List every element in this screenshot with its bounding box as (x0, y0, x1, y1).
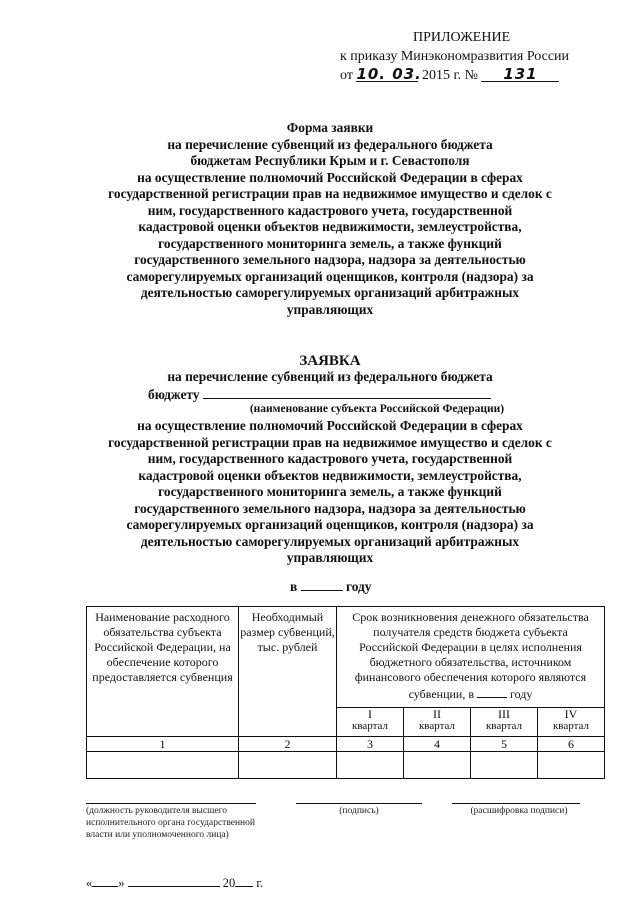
signing-date-line (86, 874, 263, 891)
form-title-line: государственного земельного надзора, надзора за деятельностью (134, 252, 526, 267)
decoding-line (452, 803, 580, 804)
year-number-text: 2015 г. № (421, 68, 478, 83)
form-title-block (60, 120, 600, 318)
quarter-label: квартал (418, 720, 455, 732)
application-body-line: управляющих (286, 550, 374, 565)
date-year-suffix: г. (256, 876, 264, 890)
col3-header-text: Срок возникновения денежного обязательства получателя средств бюджета субъекта Российской Федерации в целях исполнения бюджетного обязательства, источником финансового обеспечения которого являются субвенции, в (352, 610, 589, 701)
decoding-caption: (расшифровка подписи) (470, 806, 568, 816)
quarter-3-header (470, 708, 537, 737)
form-title-line: управляющих (286, 301, 374, 317)
column-number-row (87, 737, 605, 752)
table-cell (470, 752, 537, 779)
handwritten-number: 131 (503, 65, 538, 83)
table-cell (537, 752, 604, 779)
form-title-line: Форма заявки (286, 120, 374, 135)
column-number: 6 (537, 737, 604, 752)
budget-blank (203, 386, 491, 399)
table-cell (87, 752, 239, 779)
budget-caption: (наименование субъекта Российской Федерации) (249, 403, 505, 415)
form-title-line: государственной регистрации прав на недвижимое имущество и сделок с (108, 186, 552, 201)
year-suffix: году (345, 579, 372, 594)
date-open-quote: « (86, 876, 93, 890)
quarter-label: квартал (351, 720, 389, 732)
table-cell (337, 752, 404, 779)
application-body-line: кадастровой оценки объектов недвижимости, землеустройства, (138, 467, 522, 483)
budget-label: бюджету (148, 386, 200, 402)
column-number: 5 (470, 737, 537, 752)
column-number: 3 (337, 737, 404, 752)
application-subtitle: на перечисление субвенций из федерального бюджета (167, 369, 493, 384)
date-year-prefix: 20 (222, 876, 236, 890)
signature-caption: (подпись) (339, 806, 379, 816)
form-title-line: кадастровой оценки объектов недвижимости, землеустройства, (138, 219, 522, 234)
day-blank (92, 874, 118, 887)
table-cell (239, 752, 337, 779)
col1-header: Наименование расходного обязательства субъекта Российской Федерации, на обеспечение которого предоставляется субвенция (87, 607, 239, 737)
application-subtitle-block (60, 369, 600, 403)
col3-year-blank (477, 685, 507, 698)
signature-line (296, 803, 422, 804)
quarter-2-header (403, 708, 470, 737)
application-body-block (60, 418, 600, 567)
column-number: 4 (403, 737, 470, 752)
col2-header: Необходимый размер субвенций, тыс. рублей (239, 607, 337, 737)
quarter-label: квартал (552, 720, 589, 732)
subvention-table (86, 606, 605, 779)
application-body-line: государственного мониторинга земель, а также функций (158, 484, 502, 499)
quarter-roman: III (497, 707, 510, 721)
budget-line (60, 386, 600, 404)
handwritten-date: 10. 03. (356, 65, 422, 83)
quarter-4-header (537, 708, 604, 737)
table-cell (403, 752, 470, 779)
application-body-line: ним, государственного кадастрового учета, государственной (147, 451, 513, 466)
form-title-line: государственного мониторинга земель, а также функций (158, 235, 502, 251)
application-body-line: государственного земельного надзора, надзора за деятельностью (134, 500, 526, 516)
from-word: от (340, 68, 353, 83)
year-blank (301, 578, 343, 591)
application-body-line: деятельностью саморегулируемых организаций арбитражных (140, 533, 520, 549)
form-title-line: бюджетам Республики Крым и г. Севастополя (190, 153, 470, 168)
column-number: 1 (87, 737, 239, 752)
table-row (87, 752, 605, 779)
column-number: 2 (239, 737, 337, 752)
year-line (290, 578, 371, 595)
date-close-quote: » (118, 876, 125, 890)
application-title: ЗАЯВКА (299, 353, 361, 369)
year-digits-blank (235, 874, 253, 887)
appendix-header (340, 28, 610, 85)
form-title-line: деятельностью саморегулируемых организаций арбитражных (140, 285, 520, 300)
quarter-1-header (337, 708, 404, 737)
quarter-roman: IV (564, 707, 578, 721)
quarter-roman: I (367, 707, 372, 721)
application-body-line: государственной регистрации прав на недвижимое имущество и сделок с (108, 434, 552, 450)
position-caption: (должность руководителя высшего исполнительного органа государственной власти или уполномоченного лица) (86, 806, 255, 840)
appendix-order-ref: к приказу Минэкономразвития России (340, 49, 570, 64)
appendix-date-line (340, 66, 610, 85)
number-blank (481, 66, 559, 82)
year-prefix: в (290, 579, 298, 594)
form-title-line: на перечисление субвенций из федерального бюджета (167, 136, 493, 152)
position-signature-line (86, 803, 256, 804)
form-title-line: ним, государственного кадастрового учета, государственной (147, 202, 513, 218)
application-body-line: на осуществление полномочий Российской Федерации в сферах (137, 418, 523, 433)
date-blank (356, 65, 422, 83)
quarter-label: квартал (485, 720, 522, 732)
form-title-line: саморегулируемых организаций оценщиков, контроля (надзора) за (126, 268, 534, 284)
appendix-title: ПРИЛОЖЕНИЕ (413, 30, 511, 45)
month-blank (128, 874, 220, 887)
col3-header-suffix: году (510, 687, 533, 701)
application-body-line: саморегулируемых организаций оценщиков, контроля (надзора) за (126, 517, 534, 532)
quarter-roman: II (432, 707, 441, 721)
col3-header (337, 607, 605, 708)
form-title-line: на осуществление полномочий Российской Федерации в сферах (137, 169, 523, 185)
